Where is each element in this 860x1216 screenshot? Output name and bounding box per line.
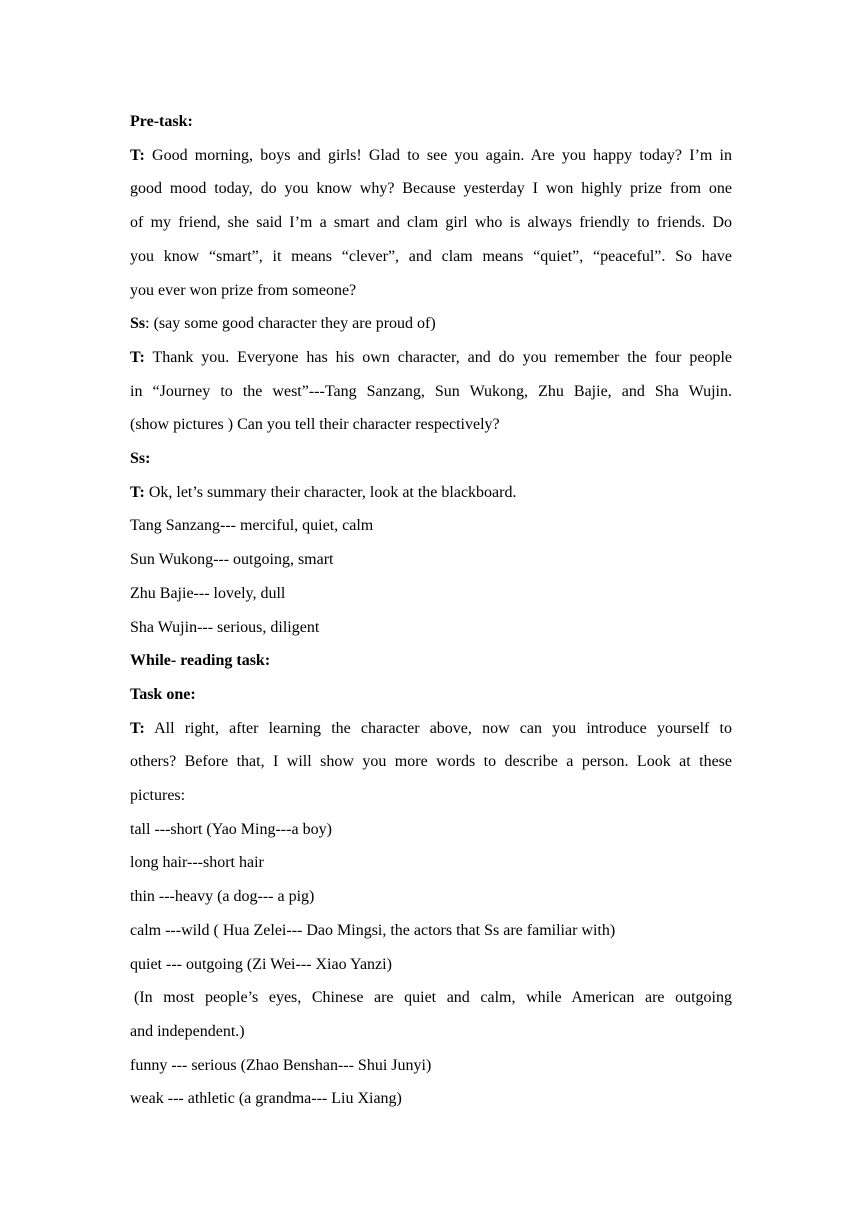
paragraph-line: others? Before that, I will show you more words to describe a person. Look at these [130,753,732,771]
speaker-label: Ss: [130,450,151,468]
list-item: funny --- serious (Zhao Benshan--- Shui Junyi) [130,1056,432,1074]
paragraph-line: (show pictures ) Can you tell their character respectively? [130,416,500,434]
speaker-label: T: [130,719,145,737]
speaker-label: T: [130,348,145,366]
paragraph-line: pictures: [130,787,186,805]
list-item: calm ---wild ( Hua Zelei--- Dao Mingsi, the actors that Ss are familiar with) [130,921,616,939]
list-item: thin ---heavy (a dog--- a pig) [130,888,315,906]
paragraph-line: and independent.) [130,1022,245,1040]
heading-task-one: Task one: [130,685,196,703]
paragraph-line: of my friend, she said I’m a smart and clam girl who is always friendly to friends. Do [130,214,732,232]
paragraph-line: good mood today, do you know why? Because yesterday I won highly prize from one [130,180,732,198]
list-item: Zhu Bajie--- lovely, dull [130,584,286,602]
paragraph-line: (In most people’s eyes, Chinese are quiet and calm, while American are outgoing [134,989,732,1007]
paragraph-line: you ever won prize from someone? [130,281,357,299]
paragraph-line: T: Good morning, boys and girls! Glad to see you again. Are you happy today? I’m in [130,146,732,164]
paragraph-line: T: All right, after learning the character above, now can you introduce yourself to [130,719,732,737]
list-item: Sha Wujin--- serious, diligent [130,618,320,636]
list-item: long hair---short hair [130,854,264,872]
heading-while-reading: While- reading task: [130,652,271,670]
speaker-label: T: [130,146,145,164]
list-item: tall ---short (Yao Ming---a boy) [130,820,332,838]
list-item: Sun Wukong--- outgoing, smart [130,551,334,569]
paragraph-line: in “Journey to the west”---Tang Sanzang, Sun Wukong, Zhu Bajie, and Sha Wujin. [130,382,732,400]
list-item: quiet --- outgoing (Zi Wei--- Xiao Yanzi) [130,955,392,973]
paragraph-line: Ss: (say some good character they are proud of) [130,315,436,333]
paragraph-line: you know “smart”, it means “clever”, and clam means “quiet”, “peaceful”. So have [130,247,732,265]
list-item: Tang Sanzang--- merciful, quiet, calm [130,517,374,535]
paragraph-line: T: Thank you. Everyone has his own character, and do you remember the four people [130,348,732,366]
document-page [130,105,732,1116]
paragraph-line: T: Ok, let’s summary their character, look at the blackboard. [130,483,517,501]
speaker-label: Ss [130,315,146,333]
heading-pre-task: Pre-task: [130,113,193,130]
list-item: weak --- athletic (a grandma--- Liu Xiang) [130,1090,402,1108]
speaker-label: T: [130,483,145,501]
